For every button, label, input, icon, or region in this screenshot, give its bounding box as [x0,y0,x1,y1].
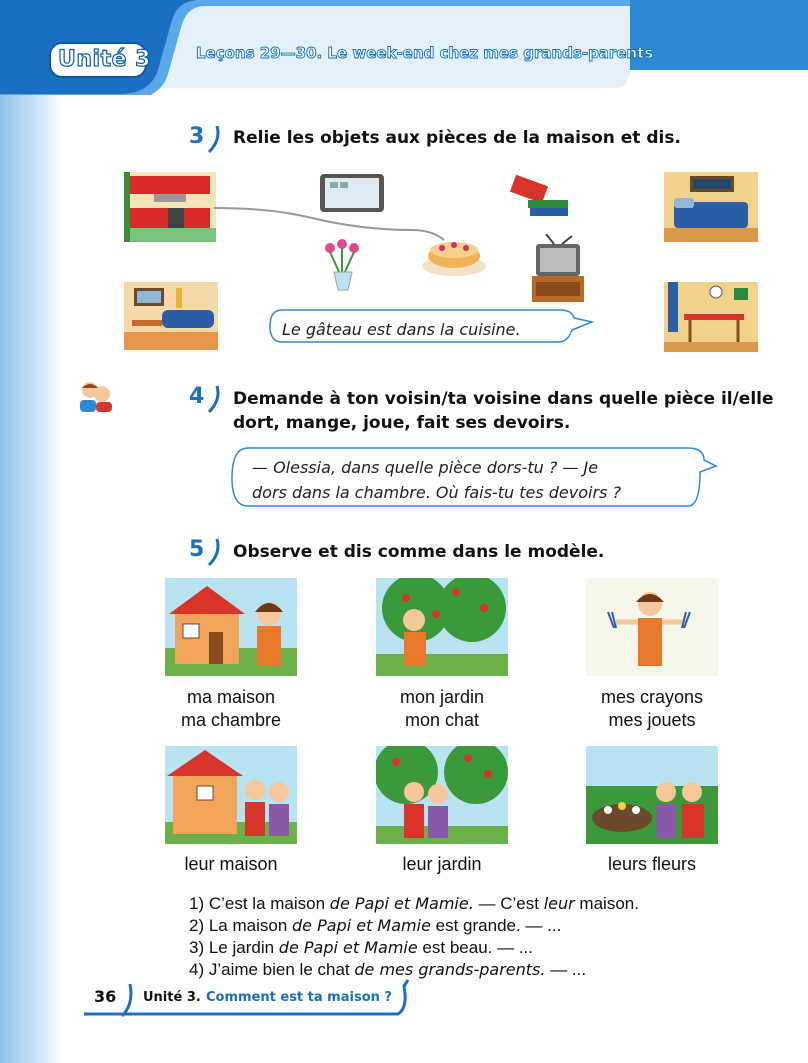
exercise-3-number: 3 [189,124,205,149]
grandparents-garden-picture [376,746,508,844]
caption-mes-crayons: mes crayons mes jouets [600,687,704,730]
books-picture [506,172,572,220]
footer-title: Comment est ta maison ? [206,990,392,1005]
unit-badge: Unité 3 [58,47,151,72]
exercise-4-instruction-line2: dort, mange, joue, fait ses devoirs. [233,413,571,433]
exercise-number-swoosh-icon [207,384,221,414]
exercise-5-instruction: Observe et dis comme dans le modèle. [233,542,605,562]
tv-picture [528,234,588,304]
bedroom-picture [664,172,758,242]
living-room-picture [124,282,218,350]
sentence-3: 3) Le jardin de Papi et Mamie est beau. — ... [189,938,533,957]
page-number: 36 [94,987,117,1006]
grandparents-flowers-picture [586,746,718,844]
exercise-4-instruction-line1: Demande à ton voisin/ta voisine dans quelle pièce il/elle [233,389,774,409]
pair-work-icon [78,378,114,414]
caption-mon-jardin: mon jardin mon chat [399,687,485,730]
girl-pencils-picture [586,578,718,676]
caption-leur-jardin: leur jardin [402,854,482,874]
footer-unit: Unité 3. [143,990,201,1005]
grandparents-house-picture [165,746,297,844]
caption-ma-maison: ma maison ma chambre [180,687,282,730]
girl-garden-picture [376,578,508,676]
exercise-4-number: 4 [189,384,205,409]
bubble-text-ex4-line2: dors dans la chambre. Où fais-tu tes devoirs ? [252,483,621,502]
exercise-number-swoosh-icon [207,124,221,154]
bubble-text-ex4-line1: — Olessia, dans quelle pièce dors-tu ? — Je [252,458,599,477]
caption-leur-maison: leur maison [184,854,278,874]
girl-house-picture [165,578,297,676]
exercise-number-swoosh-icon [207,537,221,567]
kitchen-picture [124,172,216,242]
exercise-3-instruction: Relie les objets aux pièces de la maison et dis. [233,128,681,148]
match-connector-line [212,200,452,250]
sentence-1: 1) C’est la maison de Papi et Mamie. — C’est leur maison. [189,894,639,913]
exercise-5-number: 5 [189,537,205,562]
bubble-text-ex3: Le gâteau est dans la cuisine. [282,320,521,339]
sentence-4: 4) J’aime bien le chat de mes grands-parents. — ... [189,960,587,979]
sentence-2: 2) La maison de Papi et Mamie est grande. — ... [189,916,562,935]
caption-leurs-fleurs: leurs fleurs [607,854,697,874]
lesson-title: Leçons 29—30. Le week-end chez mes grands-parents [196,44,654,62]
page-sidebar-strip [0,95,62,1063]
dining-room-picture [664,282,758,352]
